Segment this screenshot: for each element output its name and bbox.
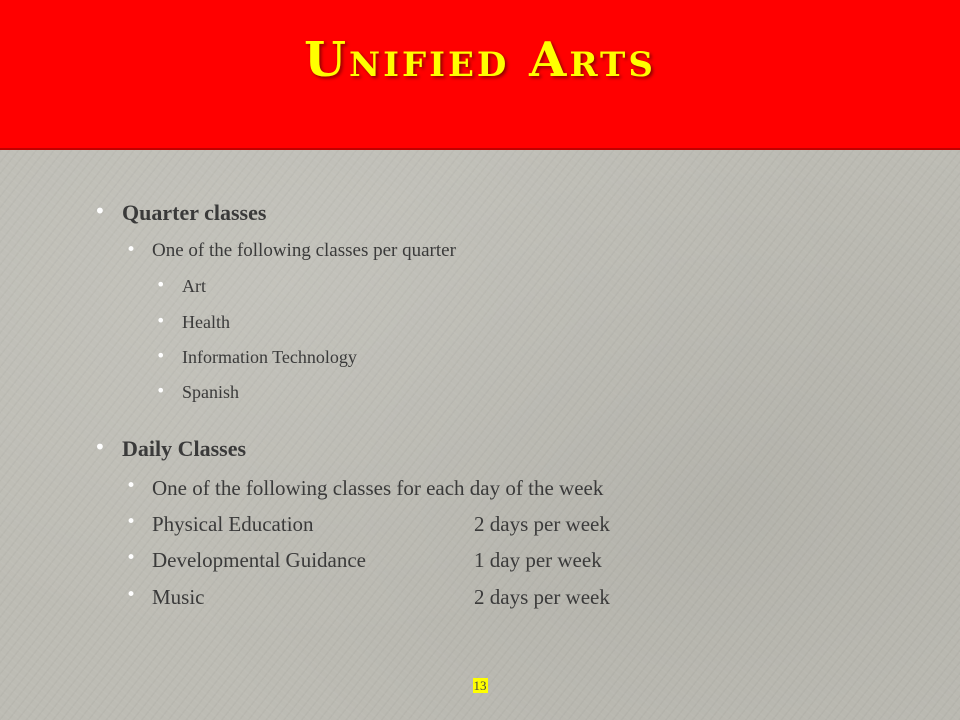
list-item-health [156,311,230,333]
list-item-physical-education [126,512,610,537]
daily-class-frequency: 1 day per week [474,548,602,572]
bullet-daily-classes [94,435,247,462]
quarter-heading: Quarter classes [122,200,267,225]
quarter-class-label: Health [182,312,230,332]
daily-class-name: Physical Education [152,512,314,536]
bullet-icon: • [94,199,106,223]
title-bar [0,0,960,150]
list-item-spanish [156,381,240,403]
bullet-icon: • [156,346,166,365]
bullet-daily-intro [126,476,604,501]
slide-title: Unified Arts [304,32,656,88]
bullet-icon: • [156,275,166,294]
list-item-developmental-guidance [126,548,602,573]
quarter-class-label: Information Technology [182,347,357,367]
bullet-icon: • [126,548,137,568]
bullet-quarter-intro [126,240,456,262]
bullet-icon: • [94,435,106,459]
bullet-icon: • [126,476,137,496]
bullet-icon: • [126,585,137,605]
bullet-icon: • [126,512,137,532]
list-item-art [156,275,206,297]
list-item-information-technology [156,346,357,368]
quarter-class-label: Art [182,276,206,296]
quarter-class-label: Spanish [182,382,240,402]
bullet-quarter-classes [94,199,267,226]
page-number-label: 13 [473,678,487,693]
daily-intro: One of the following classes for each day of the week [152,476,604,500]
page-number [0,678,960,694]
daily-class-frequency: 2 days per week [474,512,610,536]
daily-class-name: Music [152,585,205,609]
quarter-intro: One of the following classes per quarter [152,240,456,261]
bullet-icon: • [156,381,166,400]
bullet-icon: • [156,311,166,330]
list-item-music [126,585,610,610]
bullet-icon: • [126,240,137,260]
daily-class-frequency: 2 days per week [474,585,610,609]
daily-class-name: Developmental Guidance [152,548,366,572]
daily-heading: Daily Classes [122,436,247,461]
